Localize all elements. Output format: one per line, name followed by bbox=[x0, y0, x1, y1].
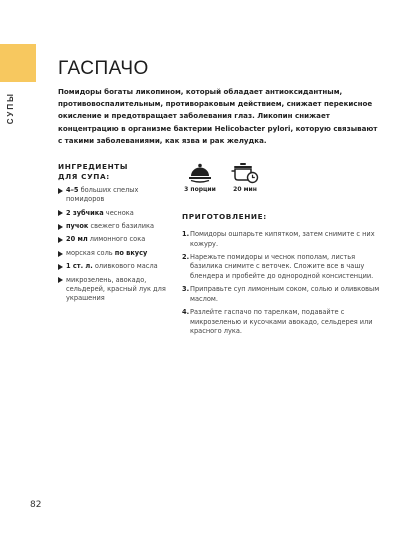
steps-title: ПРИГОТОВЛЕНИЕ: bbox=[182, 212, 267, 221]
step-number: 2. bbox=[182, 252, 190, 261]
recipe-intro: Помидоры богаты ликопином, который обладает антиоксидантным, противовоспалительным, противораковым действием, снижает перекисное окисление и предотвращает заболевания глаз. Ликопин снижает концентрацию в организме бактерии Helicobacter pylori, которую связывают с такими заболеваниями, как язва и рак желудка. bbox=[58, 87, 378, 145]
ingredient-qty: 4–5 bbox=[66, 186, 79, 194]
step-item bbox=[182, 253, 382, 282]
ingredient-text: больших спелых помидоров bbox=[66, 186, 139, 204]
pot-timer-icon bbox=[231, 162, 259, 184]
step-number: 1. bbox=[182, 230, 190, 238]
ingredient-item bbox=[58, 186, 168, 204]
ingredient-text: лимонного сока bbox=[87, 235, 146, 244]
step-text: Помидоры ошпарьте кипятком, затем снимите с них кожуру. bbox=[190, 230, 375, 248]
ingredients-title bbox=[58, 162, 128, 182]
step-number: 4. bbox=[182, 307, 190, 316]
ingredient-qty: пучок bbox=[66, 221, 89, 230]
ingredients-list bbox=[58, 186, 168, 307]
time-info bbox=[225, 162, 265, 193]
step-item bbox=[182, 230, 382, 249]
time-label: 20 мин bbox=[233, 186, 257, 193]
ingredient-qty: 1 ст. л. bbox=[66, 262, 93, 271]
ingredient-tail: по вкусу bbox=[114, 248, 148, 257]
ingredient-qty: 20 мл bbox=[66, 235, 88, 244]
recipe-title: ГАСПАЧО bbox=[58, 58, 149, 79]
portions-label: 3 порции bbox=[184, 186, 216, 193]
step-text: Приправьте суп лимонным соком, солью и оливковым маслом. bbox=[190, 285, 380, 303]
ingredient-text: оливкового масла bbox=[92, 262, 158, 271]
step-text: Разлейте гаспачо по тарелкам, подавайте с микрозеленью и кусочками авокадо, сельдерея или красного лука. bbox=[190, 307, 373, 336]
section-label: СУПЫ bbox=[6, 92, 15, 125]
portions-info bbox=[180, 162, 220, 193]
ingredient-qty: 2 зубчика bbox=[66, 208, 104, 217]
page-number: 82 bbox=[30, 500, 42, 510]
ingredient-item bbox=[58, 235, 168, 244]
ingredient-text: свежего базилика bbox=[88, 221, 155, 230]
ingredients-title-line1: ИНГРЕДИЕНТЫ bbox=[58, 162, 129, 171]
ingredient-item bbox=[58, 262, 168, 271]
ingredient-item bbox=[58, 222, 168, 231]
step-item bbox=[182, 308, 382, 337]
ingredient-item bbox=[58, 209, 168, 218]
ingredients-title-line2: ДЛЯ СУПА: bbox=[58, 172, 110, 181]
step-text: Нарежьте помидоры и чеснок пополам, листья базилика снимите с веточек. Сложите все в чашу блендера и пробейте до однородной консистенции. bbox=[190, 252, 374, 280]
ingredient-text: чеснока bbox=[103, 208, 134, 217]
step-number: 3. bbox=[182, 285, 190, 294]
ingredient-text: морская соль bbox=[66, 248, 115, 257]
section-color-tab bbox=[0, 44, 36, 82]
ingredient-item bbox=[58, 276, 168, 304]
step-item bbox=[182, 285, 382, 304]
ingredient-text: микрозелень, авокадо, сельдерей, красный лук для украшения bbox=[66, 275, 166, 302]
cloche-serving-icon bbox=[187, 162, 213, 184]
ingredient-item bbox=[58, 249, 168, 258]
steps-list bbox=[182, 230, 382, 340]
